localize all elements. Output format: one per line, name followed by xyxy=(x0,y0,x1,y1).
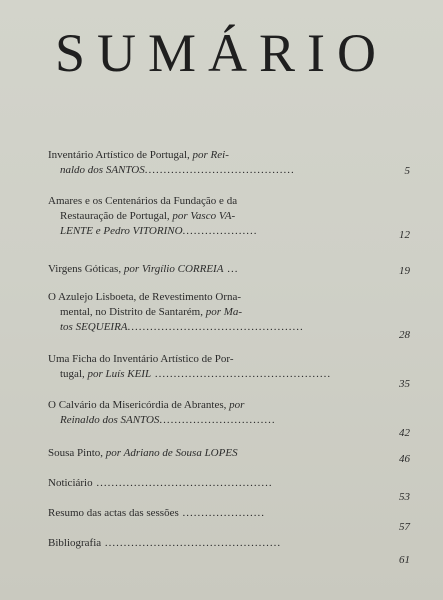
page-number: 61 xyxy=(399,554,410,566)
entry-title: Uma Ficha do Inventário Artístico de Por- xyxy=(48,353,234,365)
leader-dots: ............................... xyxy=(159,414,276,426)
leader-dots: ...................... xyxy=(178,507,266,519)
page-number: 57 xyxy=(399,521,410,533)
entry-line xyxy=(48,148,410,163)
entry-line xyxy=(48,224,410,239)
toc-entry xyxy=(48,446,410,465)
leader-dots: ............................................... xyxy=(127,321,304,333)
page-number: 53 xyxy=(399,491,410,503)
entry-line xyxy=(48,305,410,320)
entry-title: Resumo das actas das sessões xyxy=(48,507,179,519)
entry-line xyxy=(48,398,410,413)
leader-dots: ... xyxy=(223,263,239,275)
entry-author: naldo dos SANTOS xyxy=(60,164,145,176)
entry-author: por Vasco VA- xyxy=(172,210,236,222)
entry-line xyxy=(48,446,410,461)
entry-author: por Luís KEIL xyxy=(87,368,152,380)
entry-line xyxy=(48,506,410,521)
page-number: 35 xyxy=(399,378,410,390)
entry-author: Reinaldo dos SANTOS xyxy=(60,414,160,426)
page-number: 12 xyxy=(399,229,410,241)
page-title: SUMÁRIO xyxy=(54,23,389,83)
entry-title: tugal, xyxy=(60,368,88,380)
entry-author: tos SEQUEIRA xyxy=(60,321,128,333)
entry-line xyxy=(48,320,410,335)
page-number: 42 xyxy=(399,427,410,439)
toc-entry xyxy=(48,506,410,533)
leader-dots: ............................................... xyxy=(101,537,282,549)
page-number: 46 xyxy=(399,453,410,465)
entry-line xyxy=(48,413,410,428)
leader-dots: ............................................... xyxy=(151,368,332,380)
entry-author: por Adriano de Sousa LOPES xyxy=(105,447,238,459)
entry-title: Amares e os Centenários da Fundação e da xyxy=(48,195,238,207)
toc-entry xyxy=(48,398,410,439)
entry-title: Inventário Artístico de Portugal, xyxy=(48,149,193,161)
entry-author: por Rei- xyxy=(192,149,229,161)
entry-line xyxy=(48,290,410,305)
toc-entry xyxy=(48,262,410,277)
toc-entry xyxy=(48,352,410,390)
page-number: 19 xyxy=(399,265,410,277)
entry-line xyxy=(48,194,410,209)
entry-line xyxy=(48,163,410,178)
toc-entry xyxy=(48,148,410,178)
leader-dots: ............................................... xyxy=(92,477,273,489)
entry-line xyxy=(48,536,410,551)
entry-line xyxy=(48,209,410,224)
entry-title: Bibliografia xyxy=(48,537,102,549)
entry-title: Noticiário xyxy=(48,477,93,489)
entry-author: LENTE e Pedro VITORINO xyxy=(60,225,183,237)
entry-title: O Azulejo Lisboeta, de Revestimento Orna- xyxy=(48,291,242,303)
entry-line xyxy=(48,367,410,382)
entry-line xyxy=(48,352,410,367)
leader-dots: .................... xyxy=(182,225,258,237)
toc-entry xyxy=(48,476,410,503)
toc-entry xyxy=(48,290,410,341)
entry-title: O Calvário da Misericórdia de Abrantes, xyxy=(48,399,230,411)
entry-line xyxy=(48,262,410,277)
entry-author: por xyxy=(229,399,245,411)
entry-title: mental, no Distrito de Santarém, xyxy=(60,306,206,318)
toc-entry xyxy=(48,194,410,239)
entry-title: Virgens Góticas, xyxy=(48,263,124,275)
page-number: 28 xyxy=(399,329,410,341)
toc-entry xyxy=(48,536,410,566)
entry-author: por Ma- xyxy=(205,306,243,318)
page-number: 5 xyxy=(404,165,410,177)
leader-dots: ........................................ xyxy=(144,164,295,176)
entry-author: por Virgílio CORREIA xyxy=(123,263,224,275)
entry-title: Restauração de Portugal, xyxy=(60,210,173,222)
entry-title: Sousa Pinto, xyxy=(48,447,106,459)
entry-line xyxy=(48,476,410,491)
